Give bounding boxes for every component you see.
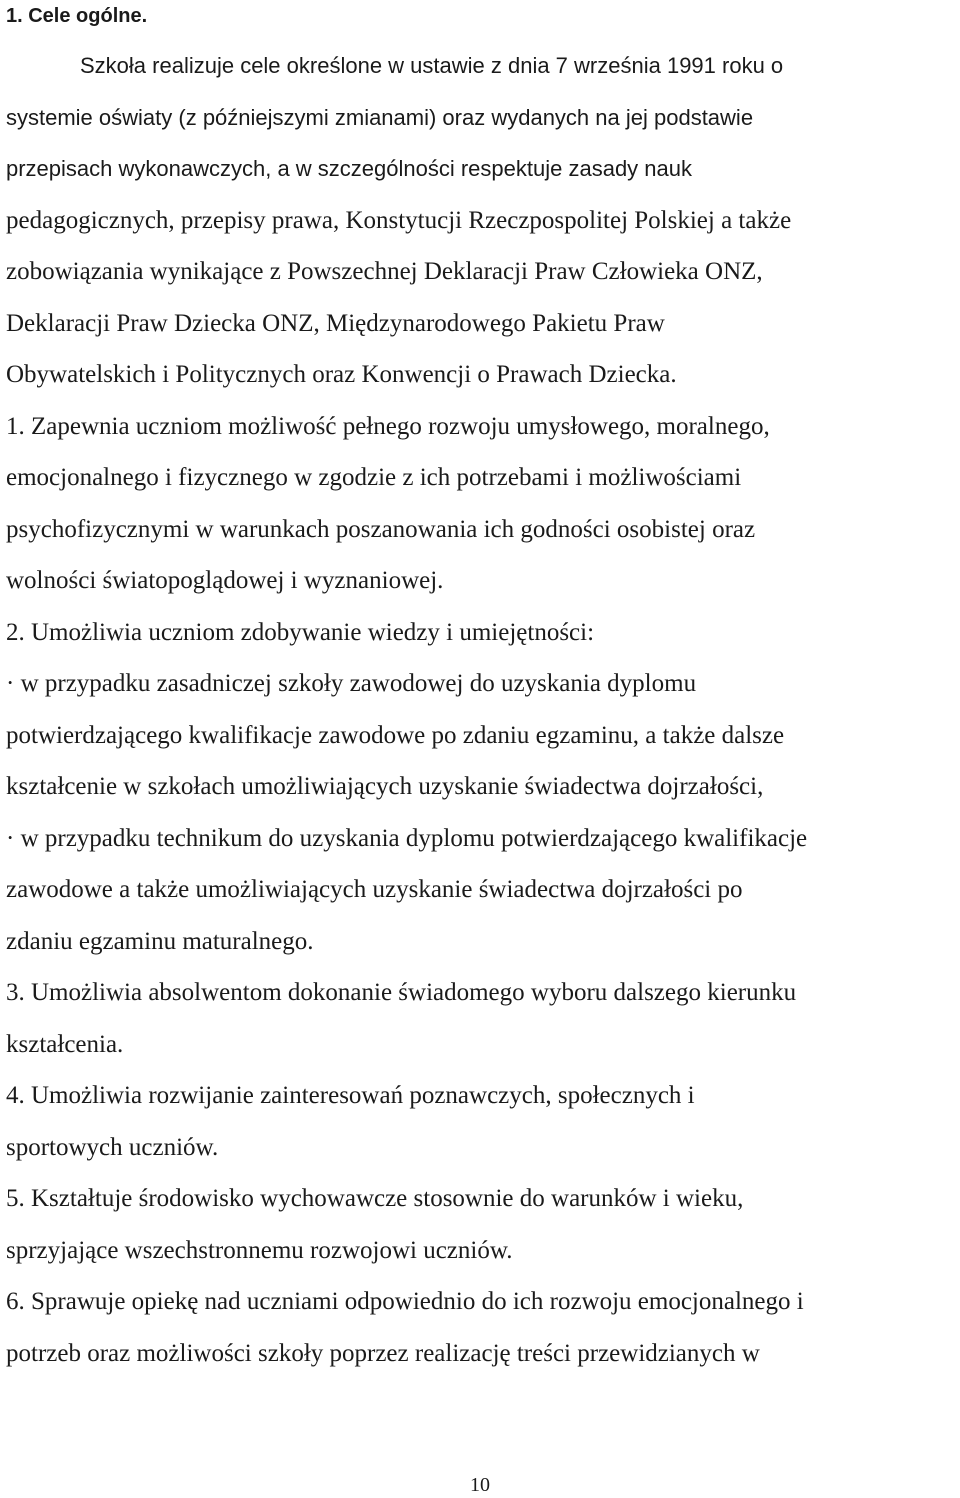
text-line: systemie oświaty (z późniejszymi zmianami) oraz wydanych na jej podstawie bbox=[6, 105, 754, 130]
text-line: zawodowe a także umożliwiających uzyskanie świadectwa dojrzałości po bbox=[6, 876, 743, 903]
text-line: wolności światopoglądowej i wyznaniowej. bbox=[6, 567, 444, 594]
text-line: potwierdzającego kwalifikacje zawodowe po zdaniu egzaminu, a także dalsze bbox=[6, 722, 785, 749]
text-line: Szkoła realizuje cele określone w ustawie z dnia 7 września 1991 roku o bbox=[80, 53, 784, 78]
page-number: 10 bbox=[470, 1474, 490, 1496]
text-line: sprzyjające wszechstronnemu rozwojowi uczniów. bbox=[6, 1237, 513, 1264]
text-line: zobowiązania wynikające z Powszechnej Deklaracji Praw Człowieka ONZ, bbox=[6, 258, 763, 285]
text-line: Deklaracji Praw Dziecka ONZ, Międzynarodowego Pakietu Praw bbox=[6, 310, 665, 337]
text-line: 3. Umożliwia absolwentom dokonanie świadomego wyboru dalszego kierunku bbox=[6, 979, 797, 1006]
text-line: 1. Zapewnia uczniom możliwość pełnego rozwoju umysłowego, moralnego, bbox=[6, 413, 770, 440]
text-line: kształcenia. bbox=[6, 1031, 124, 1058]
text-line: 4. Umożliwia rozwijanie zainteresowań poznawczych, społecznych i bbox=[6, 1082, 695, 1109]
text-line: potrzeb oraz możliwości szkoły poprzez realizację treści przewidzianych w bbox=[6, 1340, 760, 1367]
text-line: zdaniu egzaminu maturalnego. bbox=[6, 928, 314, 955]
text-line: pedagogicznych, przepisy prawa, Konstytucji Rzeczpospolitej Polskiej a także bbox=[6, 207, 792, 234]
text-line: psychofizycznymi w warunkach poszanowania ich godności osobistej oraz bbox=[6, 516, 756, 543]
text-line: kształcenie w szkołach umożliwiających uzyskanie świadectwa dojrzałości, bbox=[6, 773, 764, 800]
section-heading: 1. Cele ogólne. bbox=[6, 5, 148, 27]
text-line: przepisach wykonawczych, a w szczególności respektuje zasady nauk bbox=[6, 156, 692, 181]
text-line: 2. Umożliwia uczniom zdobywanie wiedzy i umiejętności: bbox=[6, 619, 595, 646]
text-line: Obywatelskich i Politycznych oraz Konwencji o Prawach Dziecka. bbox=[6, 361, 677, 388]
text-line: sportowych uczniów. bbox=[6, 1134, 219, 1161]
text-line: 5. Kształtuje środowisko wychowawcze stosownie do warunków i wieku, bbox=[6, 1185, 744, 1212]
text-line: emocjonalnego i fizycznego w zgodzie z ich potrzebami i możliwościami bbox=[6, 464, 742, 491]
text-line: 6. Sprawuje opiekę nad uczniami odpowiednio do ich rozwoju emocjonalnego i bbox=[6, 1288, 804, 1315]
text-line: · w przypadku technikum do uzyskania dyplomu potwierdzającego kwalifikacje bbox=[6, 825, 808, 852]
text-line: · w przypadku zasadniczej szkoły zawodowej do uzyskania dyplomu bbox=[6, 670, 697, 697]
